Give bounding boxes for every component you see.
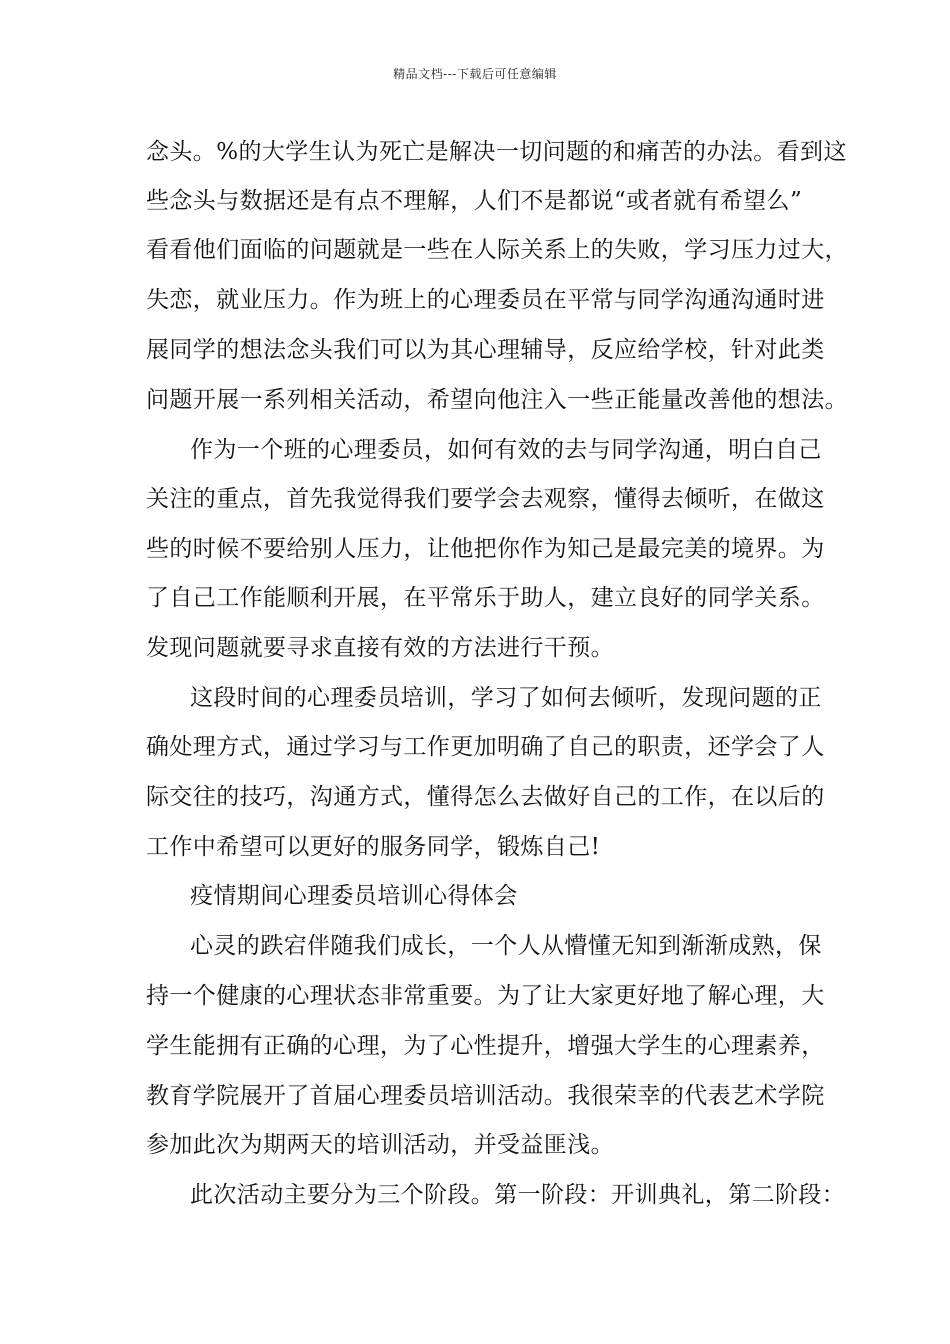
page-header: 精品文档---下载后可任意编辑 <box>393 67 557 81</box>
paragraph-first-line: 作为一个班的心理委员，如何有效的去与同学沟通，明白自己 <box>190 437 822 463</box>
body-line: 参加此次为期两天的培训活动，并受益匪浅。 <box>146 1132 614 1158</box>
body-line: 际交往的技巧，沟通方式，懂得怎么去做好自己的工作，在以后的 <box>146 784 825 810</box>
body-line: 些的时候不要给别人压力，让他把你作为知己是最完美的境界。为 <box>146 536 825 562</box>
body-line: 看看他们面临的问题就是一些在人际关系上的失败，学习压力过大， <box>146 237 848 263</box>
body-line: 工作中希望可以更好的服务同学，锻炼自己! <box>146 834 601 860</box>
body-line: 发现问题就要寻求直接有效的方法进行干预。 <box>146 635 614 661</box>
body-line: 确处理方式，通过学习与工作更加明确了自己的职责，还学会了人 <box>146 734 825 760</box>
body-line: 关注的重点，首先我觉得我们要学会去观察，懂得去倾听，在做这 <box>146 486 825 512</box>
body-line: 些念头与数据还是有点不理解，人们不是都说“或者就有希望么” <box>146 188 803 214</box>
paragraph-first-line: 此次活动主要分为三个阶段。第一阶段：开训典礼，第二阶段： <box>190 1182 846 1208</box>
paragraph-first-line: 心灵的跌宕伴随我们成长，一个人从懵懂无知到渐渐成熟，保 <box>190 933 822 959</box>
body-line: 念头。%的大学生认为死亡是解决一切问题的和痛苦的办法。看到这 <box>146 139 847 165</box>
body-line: 学生能拥有正确的心理，为了心性提升，增强大学生的心理素养， <box>146 1033 825 1059</box>
section-title: 疫情期间心理委员培训心得体会 <box>190 883 518 909</box>
body-line: 教育学院展开了首届心理委员培训活动。我很荣幸的代表艺术学院 <box>146 1083 825 1109</box>
body-line: 问题开展一系列相关活动，希望向他注入一些正能量改善他的想法。 <box>146 387 848 413</box>
body-line: 持一个健康的心理状态非常重要。为了让大家更好地了解心理，大 <box>146 983 825 1009</box>
body-line: 失恋，就业压力。作为班上的心理委员在平常与同学沟通沟通时进 <box>146 287 825 313</box>
body-line: 展同学的想法念头我们可以为其心理辅导，反应给学校，针对此类 <box>146 337 825 363</box>
paragraph-first-line: 这段时间的心理委员培训，学习了如何去倾听，发现问题的正 <box>190 685 822 711</box>
body-line: 了自己工作能顺利开展，在平常乐于助人，建立良好的同学关系。 <box>146 585 825 611</box>
